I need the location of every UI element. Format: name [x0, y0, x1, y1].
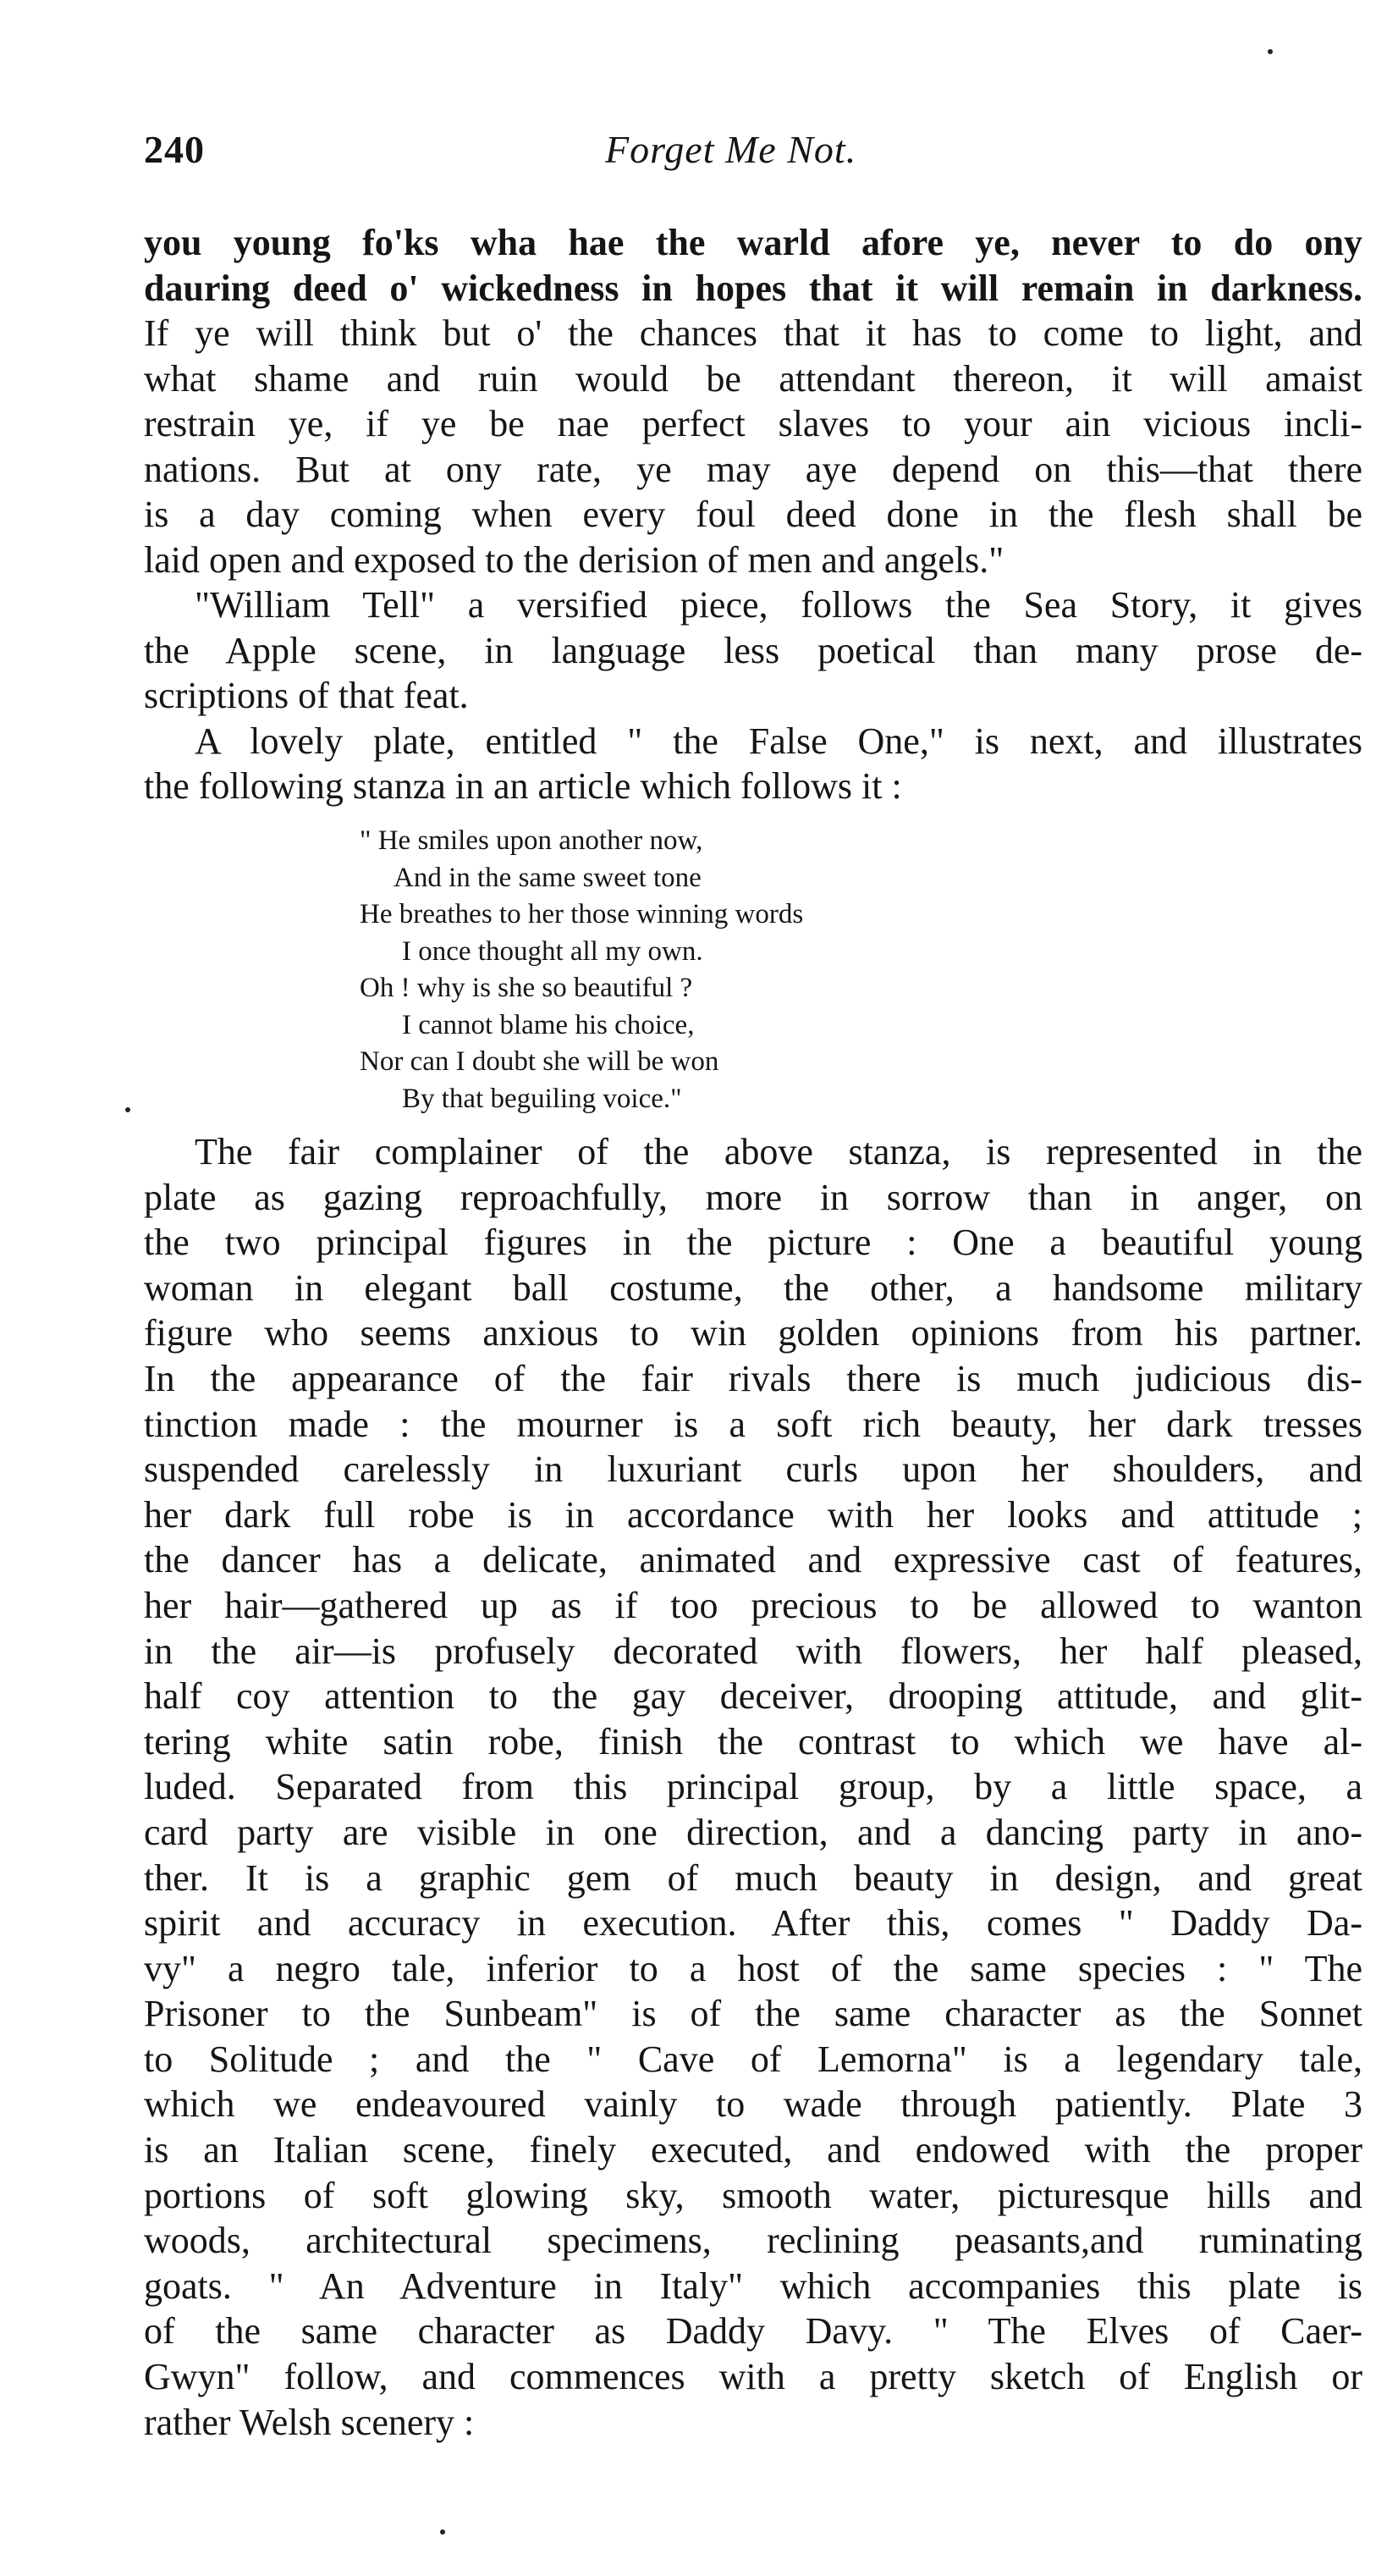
page-number: 240	[144, 128, 205, 171]
text-line: what shame and ruin would be attendant thereon, it will amaist	[144, 357, 1362, 400]
stanza-line: I once thought all my own.	[402, 935, 703, 967]
stanza-line: He breathes to her those winning words	[360, 899, 804, 929]
body-text-lower	[144, 1129, 1362, 2445]
text-line: Gwyn" follow, and commences with a pretty sketch of English or	[144, 2356, 1362, 2398]
text-line: her hair—gathered up as if too precious to be allowed to wanton	[144, 1584, 1362, 1626]
text-line: If ye will think but o' the chances that it has to come to light, and	[144, 312, 1362, 354]
text-line: her dark full robe is in accordance with her looks and attitude ;	[144, 1493, 1362, 1536]
text-line: is a day coming when every foul deed done in the flesh shall be	[144, 494, 1362, 535]
body-text-upper	[144, 220, 1362, 809]
text-line: dauring deed o' wickedness in hopes that it will remain in darkness.	[144, 267, 1362, 309]
text-line: ther. It is a graphic gem of much beauty in design, and great	[144, 1856, 1362, 1899]
text-line: A lovely plate, entitled " the False One," is next, and illustrates	[195, 720, 1362, 762]
stanza-line: By that beguiling voice."	[402, 1083, 682, 1114]
paragraph-plate-description	[144, 1129, 1362, 2445]
text-line: of the same character as Daddy Davy. " The Elves of Caer-	[144, 2310, 1362, 2353]
stanza-line: Nor can I doubt she will be won	[360, 1046, 719, 1077]
paragraph-william-tell	[144, 582, 1362, 719]
text-line: laid open and exposed to the derision of men and angels."	[144, 538, 1004, 581]
text-line: to Solitude ; and the " Cave of Lemorna" is a legendary tale,	[144, 2038, 1362, 2080]
text-line: the following stanza in an article which follows it :	[144, 765, 902, 807]
text-line: rather Welsh scenery :	[144, 2401, 475, 2443]
text-line: woods, architectural specimens, reclining peasants,and ruminating	[144, 2220, 1362, 2262]
text-line: The fair complainer of the above stanza, is represented in the	[195, 1131, 1362, 1172]
paragraph-false-one	[144, 719, 1362, 809]
text-line: "William Tell" a versified piece, follows the Sea Story, it gives	[195, 584, 1362, 626]
text-line: you young fo'ks wha hae the warld afore ye, never to do ony	[144, 222, 1362, 263]
text-line: In the appearance of the fair rivals there is much judicious dis-	[144, 1357, 1362, 1399]
text-line: is an Italian scene, finely executed, and endowed with the proper	[144, 2129, 1362, 2171]
page-header	[144, 127, 1362, 186]
text-line: plate as gazing reproachfully, more in sorrow than in anger, on	[144, 1176, 1362, 1218]
stanza-line: Oh ! why is she so beautiful ?	[360, 973, 693, 1003]
text-line: portions of soft glowing sky, smooth water, picturesque hills and	[144, 2174, 1362, 2216]
text-line: Prisoner to the Sunbeam" is of the same character as the Sonnet	[144, 1993, 1362, 2035]
text-line: the dancer has a delicate, animated and expressive cast of features,	[144, 1539, 1362, 1581]
text-line: spirit and accuracy in execution. After this, comes " Daddy Da-	[144, 1902, 1362, 1944]
text-line: in the air—is profusely decorated with flowers, her half pleased,	[144, 1630, 1362, 1672]
text-line: half coy attention to the gay deceiver, drooping attitude, and glit-	[144, 1675, 1362, 1718]
stanza-line: " He smiles upon another now,	[360, 825, 703, 856]
text-line: suspended carelessly in luxuriant curls upon her shoulders, and	[144, 1448, 1362, 1491]
print-speck	[440, 2529, 445, 2535]
text-line: the Apple scene, in language less poetical than many prose de-	[144, 629, 1362, 671]
print-speck	[125, 1107, 130, 1112]
stanza-line: And in the same sweet tone	[394, 862, 702, 893]
text-line: luded. Separated from this principal group, by a little space, a	[144, 1766, 1362, 1808]
print-speck	[1268, 49, 1273, 54]
text-line: nations. But at ony rate, ye may aye depend on this—that there	[144, 448, 1362, 490]
text-line: tering white satin robe, finish the contrast to which we have al-	[144, 1720, 1362, 1762]
text-line: which we endeavoured vainly to wade through patiently. Plate 3	[144, 2083, 1362, 2126]
text-line: vy" a negro tale, inferior to a host of the same species : " The	[144, 1947, 1362, 1989]
text-line: restrain ye, if ye be nae perfect slaves to your ain vicious incli-	[144, 403, 1362, 444]
running-title: Forget Me Not.	[605, 128, 857, 171]
text-line: card party are visible in one direction, and a dancing party in ano-	[144, 1811, 1362, 1853]
text-line: figure who seems anxious to win golden opinions from his partner.	[144, 1312, 1362, 1354]
text-line: woman in elegant ball costume, the other, a handsome military	[144, 1266, 1362, 1309]
text-line: the two principal figures in the picture : One a beautiful young	[144, 1222, 1362, 1264]
text-line: goats. " An Adventure in Italy" which accompanies this plate is	[144, 2264, 1362, 2307]
text-line: scriptions of that feat.	[144, 675, 469, 716]
paragraph-continued	[144, 220, 1362, 582]
stanza-line: I cannot blame his choice,	[402, 1009, 695, 1040]
quoted-stanza	[360, 823, 952, 1117]
text-line: tinction made : the mourner is a soft rich beauty, her dark tresses	[144, 1403, 1362, 1445]
